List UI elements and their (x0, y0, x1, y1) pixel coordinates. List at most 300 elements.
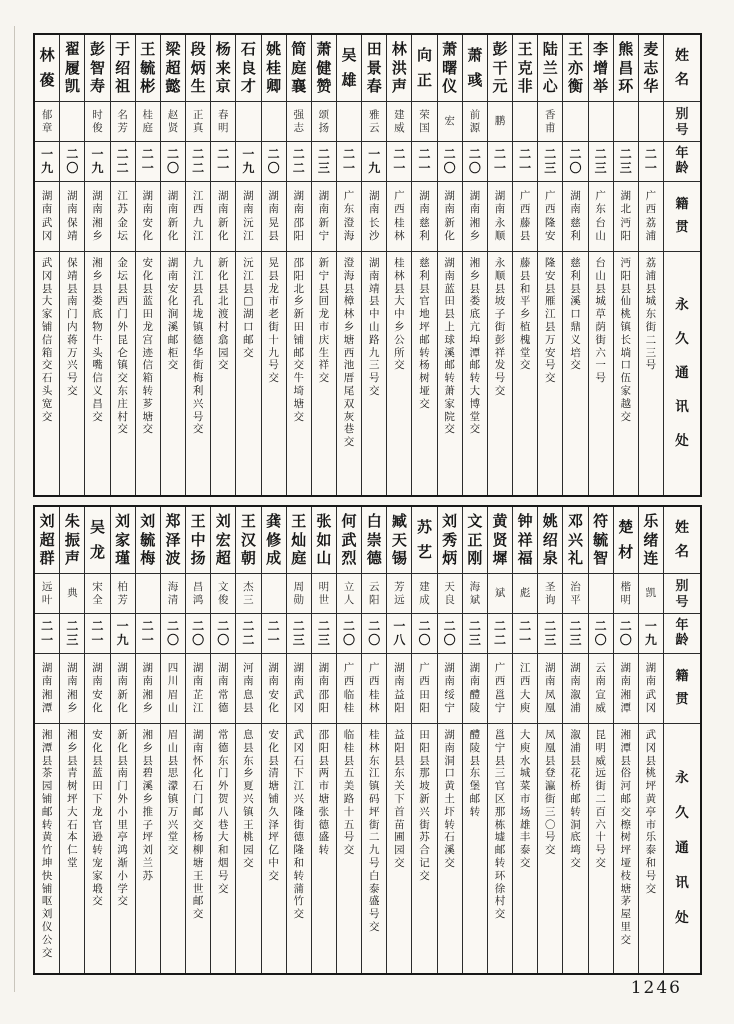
origin-cell: 湖 南 新 化 (111, 654, 135, 724)
name-cell: 王 克 非 (513, 35, 537, 102)
alias-cell: 前 源 (463, 102, 487, 142)
alias-cell (262, 102, 286, 142)
name-cell: 石 良 才 (236, 35, 260, 102)
age-cell: 二 一 (387, 142, 411, 182)
name-cell: 龚 修 成 (262, 507, 286, 574)
origin-cell: 湖 南 邵 阳 (287, 182, 311, 252)
origin-cell: 湖 南 安 化 (85, 654, 109, 724)
alias-cell: 芳 远 (387, 574, 411, 614)
alias-cell: 建 成 (412, 574, 436, 614)
person-column (463, 507, 488, 973)
person-column (362, 35, 387, 495)
name-cell: 刘 超 群 (35, 507, 59, 574)
age-cell: 二 〇 (589, 614, 613, 654)
age-cell: 二 〇 (60, 142, 84, 182)
origin-cell: 湖 南 慈 利 (563, 182, 587, 252)
person-column (563, 507, 588, 973)
address-cell: 湖 南 怀 化 石 门 邮 交 杨 柳 塘 王 世 邮 交 (192, 729, 204, 921)
origin-cell: 广 西 邕 宁 (488, 654, 512, 724)
name-cell: 萧 健 赞 (312, 35, 336, 102)
page-edge-line (14, 26, 15, 992)
address-cell: 桂 林 东 江 镇 码 坪 街 二 九 号 白 泰 盛 号 交 (368, 729, 380, 933)
address-cell: 临 桂 县 五 美 路 十 五 号 交 (343, 729, 355, 857)
address-cell: 邵 阳 北 乡 新 田 铺 邮 交 牛 埼 塘 交 (293, 257, 304, 423)
person-column (211, 35, 236, 495)
alias-cell: 远 叶 (35, 574, 59, 614)
alias-cell: 明 世 (312, 574, 336, 614)
alias-cell: 颂 扬 (312, 102, 336, 142)
person-column (60, 35, 85, 495)
alias-cell: 建 威 (387, 102, 411, 142)
name-cell: 梁 超 懿 (161, 35, 185, 102)
address-cell: 武 冈 县 大 家 铺 信 箱 交 石 头 宽 交 (41, 257, 53, 423)
person-column (186, 35, 211, 495)
name-cell: 于 绍 祖 (111, 35, 135, 102)
name-cell: 王 毓 彬 (136, 35, 160, 102)
address-cell: 益 阳 县 东 关 下 首 苗 圃 园 交 (394, 729, 405, 869)
person-column (488, 35, 513, 495)
origin-cell: 湖 南 武 冈 (639, 654, 663, 724)
person-column (35, 35, 60, 495)
alias-cell (589, 574, 613, 614)
row-header-origin: 籍 贯 (664, 182, 700, 252)
name-cell: 乐 绪 连 (639, 507, 663, 574)
age-cell: 二 〇 (438, 142, 462, 182)
age-cell: 二 〇 (412, 614, 436, 654)
origin-cell: 广 东 台 山 (589, 182, 613, 252)
address-cell: 安 化 县 清 塘 铺 久 泽 坪 亿 中 交 (268, 729, 279, 882)
address-cell: 沔 阳 县 仙 桃 镇 长 埫 口 伍 家 越 交 (620, 257, 632, 423)
origin-cell: 湖 南 邵 阳 (312, 654, 336, 724)
person-column (85, 35, 110, 495)
age-cell: 二 二 (111, 142, 135, 182)
origin-cell: 湖 南 湘 潭 (35, 654, 59, 724)
alias-cell: 文 俊 (211, 574, 235, 614)
address-cell: 湘 乡 县 青 树 坪 大 石 本 仁 堂 (67, 729, 78, 869)
origin-cell: 湖 南 新 宁 (312, 182, 336, 252)
name-cell: 陆 兰 心 (538, 35, 562, 102)
alias-cell (513, 102, 537, 142)
name-cell: 熊 昌 环 (614, 35, 638, 102)
directory-table-top (33, 33, 702, 497)
origin-cell: 广 西 桂 林 (362, 654, 386, 724)
row-header-age: 年 龄 (664, 614, 700, 654)
origin-cell: 广 东 澄 海 (337, 182, 361, 252)
person-column (287, 507, 312, 973)
alias-cell: 斌 (488, 574, 512, 614)
alias-cell: 香 甫 (538, 102, 562, 142)
age-cell: 二 三 (538, 142, 562, 182)
address-cell: 保 靖 县 南 门 内 蒋 万 兴 号 交 (67, 257, 78, 397)
name-cell: 刘 家 瑾 (111, 507, 135, 574)
person-column (488, 507, 513, 973)
person-column (513, 35, 538, 495)
alias-cell: 正 真 (186, 102, 210, 142)
address-cell: 湖 南 靖 县 中 山 路 九 三 号 交 (368, 257, 380, 397)
address-cell: 桂 林 县 大 中 乡 公 所 交 (394, 257, 405, 372)
age-cell: 一 九 (362, 142, 386, 182)
alias-cell: 典 (60, 574, 84, 614)
directory-table-bottom (33, 505, 702, 975)
age-cell: 二 〇 (463, 142, 487, 182)
age-cell: 二 三 (287, 614, 311, 654)
alias-cell: 宋 全 (85, 574, 109, 614)
age-cell: 二 三 (614, 142, 638, 182)
age-cell: 二 二 (236, 614, 260, 654)
person-column (387, 35, 412, 495)
address-cell: 息 县 东 乡 夏 兴 镇 王 桃 园 交 (243, 729, 254, 869)
age-cell: 二 〇 (161, 142, 185, 182)
origin-cell: 湖 南 溆 浦 (563, 654, 587, 724)
address-cell: 慈 利 县 溪 口 鼎 义 培 交 (570, 257, 581, 372)
person-column (312, 507, 337, 973)
person-column (312, 35, 337, 495)
person-column (412, 507, 437, 973)
page-number: 1246 (630, 978, 682, 998)
age-cell: 一 八 (387, 614, 411, 654)
age-cell: 二 二 (287, 142, 311, 182)
name-cell: 林 洪 声 (387, 35, 411, 102)
person-column (589, 35, 614, 495)
alias-cell (262, 574, 286, 614)
address-cell: 九 江 县 孔 垅 镇 德 华 街 梅 利 兴 号 交 (192, 257, 204, 436)
alias-cell: 强 志 (287, 102, 311, 142)
person-column (614, 507, 639, 973)
name-cell: 段 炳 生 (186, 35, 210, 102)
row-header-alias: 别 号 (664, 574, 700, 614)
origin-cell: 湖 南 湘 乡 (85, 182, 109, 252)
address-cell: 武 冈 县 桃 坪 黄 亭 市 乐 泰 和 号 交 (645, 729, 657, 895)
address-cell: 昆 明 威 远 街 二 百 六 十 号 交 (595, 729, 606, 869)
name-cell: 田 景 春 (362, 35, 386, 102)
name-cell: 张 如 山 (312, 507, 336, 574)
alias-cell: 赵 贤 (161, 102, 185, 142)
person-column (362, 507, 387, 973)
origin-cell: 四 川 眉 山 (161, 654, 185, 724)
name-cell: 杨 来 京 (211, 35, 235, 102)
person-column (513, 507, 538, 973)
alias-cell (589, 102, 613, 142)
name-cell: 黄 贤 墀 (488, 507, 512, 574)
address-cell: 湘 乡 县 碧 溪 乡 推 子 坪 刘 兰 苏 (142, 729, 154, 882)
alias-cell: 云 阳 (362, 574, 386, 614)
alias-cell (60, 102, 84, 142)
row-header-age: 年 龄 (664, 142, 700, 182)
age-cell: 一 九 (236, 142, 260, 182)
age-cell: 二 〇 (362, 614, 386, 654)
name-cell: 林 葰 (35, 35, 59, 102)
name-cell: 王 汉 朝 (236, 507, 260, 574)
name-cell: 苏 艺 (412, 507, 436, 574)
name-cell: 楚 材 (614, 507, 638, 574)
address-cell: 金 坛 县 西 门 外 昆 仑 镇 交 东 庄 村 交 (117, 257, 128, 436)
name-cell: 向 正 (412, 35, 436, 102)
origin-cell: 广 西 藤 县 (513, 182, 537, 252)
person-column (236, 507, 261, 973)
name-cell: 符 毓 智 (589, 507, 613, 574)
person-column (60, 507, 85, 973)
name-cell: 刘 秀 炳 (438, 507, 462, 574)
origin-cell: 湖 南 湘 乡 (463, 182, 487, 252)
age-cell: 二 一 (412, 142, 436, 182)
alias-cell (236, 102, 260, 142)
origin-cell: 湖 南 新 化 (161, 182, 185, 252)
origin-cell: 湖 南 安 化 (262, 654, 286, 724)
address-cell: 沅 江 县 □ 湖 口 邮 交 (243, 257, 254, 359)
person-column (35, 507, 60, 973)
alias-cell: 杰 三 (236, 574, 260, 614)
name-cell: 钟 祥 福 (513, 507, 537, 574)
row-header-name: 姓 名 (664, 507, 700, 574)
person-column (438, 507, 463, 973)
origin-cell: 江 西 大 庾 (513, 654, 537, 724)
person-column (111, 507, 136, 973)
alias-cell (563, 102, 587, 142)
address-cell: 湘 潭 县 俗 河 邮 交 檫 树 坪 垭 枝 塘 茅 屋 里 交 (620, 729, 632, 946)
alias-cell: 桂 庭 (136, 102, 160, 142)
name-cell: 何 武 烈 (337, 507, 361, 574)
age-cell: 二 三 (60, 614, 84, 654)
age-cell: 二 三 (463, 614, 487, 654)
origin-cell: 湖 南 新 化 (438, 182, 462, 252)
age-cell: 二 一 (337, 142, 361, 182)
origin-cell: 湖 南 慈 利 (412, 182, 436, 252)
address-cell: 湖 南 安 化 涧 溪 邮 柜 交 (167, 257, 179, 372)
person-column (161, 507, 186, 973)
age-cell: 二 〇 (186, 614, 210, 654)
age-cell: 二 〇 (438, 614, 462, 654)
person-column (412, 35, 437, 495)
age-cell: 二 一 (211, 142, 235, 182)
address-cell: 湖 南 洞 口 黄 土 圷 转 石 溪 交 (444, 729, 455, 869)
age-cell: 二 〇 (563, 142, 587, 182)
name-cell: 王 亦 衡 (563, 35, 587, 102)
person-column (136, 507, 161, 973)
origin-cell: 湖 南 晃 县 (262, 182, 286, 252)
person-column (236, 35, 261, 495)
address-cell: 晃 县 龙 市 老 街 十 九 号 交 (268, 257, 279, 385)
header-column (664, 507, 700, 973)
address-cell: 新 化 县 北 渡 村 翕 园 交 (218, 257, 229, 372)
person-column (337, 507, 362, 973)
origin-cell: 广 西 临 桂 (337, 654, 361, 724)
alias-cell (639, 102, 663, 142)
address-cell: 邕 宁 县 三 官 区 那 栋 墟 邮 转 环 徐 村 交 (494, 729, 506, 921)
alias-cell: 荣 国 (412, 102, 436, 142)
alias-cell (136, 574, 160, 614)
address-cell: 田 阳 县 那 坡 新 兴 街 苏 合 记 交 (419, 729, 430, 882)
age-cell: 二 〇 (211, 614, 235, 654)
address-cell: 溆 浦 县 花 桥 邮 转 洞 底 塆 交 (570, 729, 581, 869)
name-cell: 吴 龙 (85, 507, 109, 574)
address-cell: 荔 浦 县 城 东 街 二 三 号 (645, 257, 657, 372)
origin-cell: 湖 南 沅 江 (236, 182, 260, 252)
person-column (161, 35, 186, 495)
alias-cell (337, 102, 361, 142)
origin-cell: 湖 南 永 顺 (488, 182, 512, 252)
alias-cell: 宏 (438, 102, 462, 142)
address-cell: 安 化 县 蓝 田 下 龙 官 逊 转 宠 家 塅 交 (92, 729, 103, 908)
address-cell: 大 庾 水 城 菜 市 场 雄 丰 泰 交 (519, 729, 531, 869)
origin-cell: 河 南 息 县 (236, 654, 260, 724)
age-cell: 二 三 (312, 614, 336, 654)
row-header-origin: 籍 贯 (664, 654, 700, 724)
person-column (538, 507, 563, 973)
alias-cell: 彪 (513, 574, 537, 614)
age-cell: 二 一 (262, 614, 286, 654)
origin-cell: 湖 南 常 德 (211, 654, 235, 724)
row-header-address: 永 久 通 讯 处 (675, 770, 689, 927)
name-cell: 萧 彧 (463, 35, 487, 102)
name-cell: 刘 宏 超 (211, 507, 235, 574)
origin-cell: 湖 南 长 沙 (362, 182, 386, 252)
row-header-name: 姓 名 (664, 35, 700, 102)
age-cell: 一 九 (111, 614, 135, 654)
origin-cell: 湖 南 益 阳 (387, 654, 411, 724)
name-cell: 王 中 扬 (186, 507, 210, 574)
origin-cell: 湖 北 沔 阳 (614, 182, 638, 252)
person-column (337, 35, 362, 495)
name-cell: 朱 振 声 (60, 507, 84, 574)
name-cell: 简 庭 襄 (287, 35, 311, 102)
row-header-alias: 别 号 (664, 102, 700, 142)
alias-cell: 海 斌 (463, 574, 487, 614)
person-column (85, 507, 110, 973)
address-cell: 澄 海 县 樟 林 乡 塘 西 池 厝 尾 双 灰 巷 交 (343, 257, 355, 449)
alias-cell: 郁 章 (35, 102, 59, 142)
alias-cell: 昌 鸿 (186, 574, 210, 614)
header-column (664, 35, 700, 495)
alias-cell: 柏 芳 (111, 574, 135, 614)
name-cell: 刘 毓 梅 (136, 507, 160, 574)
age-cell: 二 二 (186, 142, 210, 182)
person-column (211, 507, 236, 973)
origin-cell: 湖 南 芷 江 (186, 654, 210, 724)
person-column (563, 35, 588, 495)
address-cell: 湘 乡 县 娄 底 物 牛 头 嘴 信 义 昌 交 (92, 257, 103, 423)
name-cell: 姚 桂 卿 (262, 35, 286, 102)
origin-cell: 云 南 宣 威 (589, 654, 613, 724)
alias-cell: 周 勋 (287, 574, 311, 614)
origin-cell: 湖 南 湘 潭 (614, 654, 638, 724)
origin-cell: 湖 南 湘 乡 (60, 654, 84, 724)
name-cell: 彭 干 元 (488, 35, 512, 102)
address-cell: 醴 陵 县 东 堡 邮 转 (469, 729, 481, 818)
address-cell: 武 冈 石 下 江 兴 隆 街 德 隆 和 转 蒲 竹 交 (293, 729, 304, 921)
name-cell: 姚 绍 泉 (538, 507, 562, 574)
address-cell: 邵 阳 县 两 市 塘 张 德 盛 转 (318, 729, 330, 857)
person-column (538, 35, 563, 495)
age-cell: 二 一 (513, 142, 537, 182)
name-cell: 麦 志 华 (639, 35, 663, 102)
origin-cell: 湖 南 武 冈 (287, 654, 311, 724)
age-cell: 二 三 (538, 614, 562, 654)
name-cell: 李 增 举 (589, 35, 613, 102)
person-column (589, 507, 614, 973)
origin-cell: 湖 南 凤 凰 (538, 654, 562, 724)
name-cell: 彭 智 寿 (85, 35, 109, 102)
origin-cell: 湖 南 安 化 (136, 182, 160, 252)
person-column (639, 35, 664, 495)
origin-cell: 江 苏 金 坛 (111, 182, 135, 252)
alias-cell (614, 102, 638, 142)
alias-cell: 海 清 (161, 574, 185, 614)
origin-cell: 湖 南 醴 陵 (463, 654, 487, 724)
age-cell: 二 一 (513, 614, 537, 654)
alias-cell: 春 明 (211, 102, 235, 142)
age-cell: 一 九 (85, 142, 109, 182)
age-cell: 一 九 (35, 142, 59, 182)
name-cell: 白 崇 德 (362, 507, 386, 574)
age-cell: 二 一 (488, 142, 512, 182)
address-cell: 慈 利 县 官 地 坪 邮 转 杨 树 垭 交 (419, 257, 430, 410)
address-cell: 湘 乡 县 娄 底 亢 埠 潭 邮 转 大 博 堂 交 (469, 257, 481, 436)
origin-cell: 广 西 隆 安 (538, 182, 562, 252)
address-cell: 常 德 东 门 外 贺 八 巷 大 和 烟 号 交 (218, 729, 229, 895)
name-cell: 王 灿 庭 (287, 507, 311, 574)
address-cell: 藤 县 和 平 乡 植 槐 堂 交 (519, 257, 531, 372)
alias-cell: 时 俊 (85, 102, 109, 142)
origin-cell: 湖 南 绥 宁 (438, 654, 462, 724)
age-cell: 二 二 (488, 614, 512, 654)
address-cell: 新 宁 县 回 龙 市 庆 生 祥 交 (318, 257, 330, 385)
origin-cell: 湖 南 湘 乡 (136, 654, 160, 724)
name-cell: 郑 泽 波 (161, 507, 185, 574)
alias-cell: 天 良 (438, 574, 462, 614)
person-column (262, 35, 287, 495)
age-cell: 二 〇 (337, 614, 361, 654)
origin-cell: 广 西 桂 林 (387, 182, 411, 252)
address-cell: 台 山 县 城 草 荫 街 六 一 号 (595, 257, 606, 385)
age-cell: 二 三 (589, 142, 613, 182)
alias-cell: 鹏 (488, 102, 512, 142)
age-cell: 二 一 (136, 142, 160, 182)
alias-cell: 立 人 (337, 574, 361, 614)
address-cell: 永 顺 县 坡 子 街 彭 祥 发 号 交 (494, 257, 506, 397)
origin-cell: 广 西 荔 浦 (639, 182, 663, 252)
person-column (287, 35, 312, 495)
address-cell: 湘 潭 县 茶 园 铺 邮 转 黄 竹 坤 快 铺 呕 刘 仪 公 交 (41, 729, 53, 959)
alias-cell: 圣 询 (538, 574, 562, 614)
age-cell: 二 〇 (614, 614, 638, 654)
name-cell: 萧 曙 仪 (438, 35, 462, 102)
age-cell: 二 〇 (161, 614, 185, 654)
age-cell: 二 〇 (262, 142, 286, 182)
age-cell: 二 三 (563, 614, 587, 654)
alias-cell: 凯 (639, 574, 663, 614)
alias-cell: 雅 云 (362, 102, 386, 142)
age-cell: 二 一 (639, 142, 663, 182)
alias-cell: 治 平 (563, 574, 587, 614)
person-column (111, 35, 136, 495)
age-cell: 二 三 (312, 142, 336, 182)
person-column (136, 35, 161, 495)
address-cell: 隆 安 县 雁 江 县 万 安 号 交 (545, 257, 556, 385)
name-cell: 邓 兴 礼 (563, 507, 587, 574)
alias-cell: 楷 明 (614, 574, 638, 614)
name-cell: 翟 履 凯 (60, 35, 84, 102)
address-cell: 眉 山 县 思 濛 镇 万 兴 堂 交 (167, 729, 179, 857)
age-cell: 二 一 (35, 614, 59, 654)
person-column (614, 35, 639, 495)
person-column (463, 35, 488, 495)
address-cell: 湖 南 蓝 田 县 上 球 溪 邮 转 萧 家 院 交 (444, 257, 455, 436)
name-cell: 臧 天 锡 (387, 507, 411, 574)
person-column (186, 507, 211, 973)
address-cell: 安 化 县 蓝 田 龙 宫 迹 信 箱 转 芗 塘 交 (142, 257, 154, 436)
origin-cell: 湖 南 新 化 (211, 182, 235, 252)
age-cell: 二 一 (136, 614, 160, 654)
